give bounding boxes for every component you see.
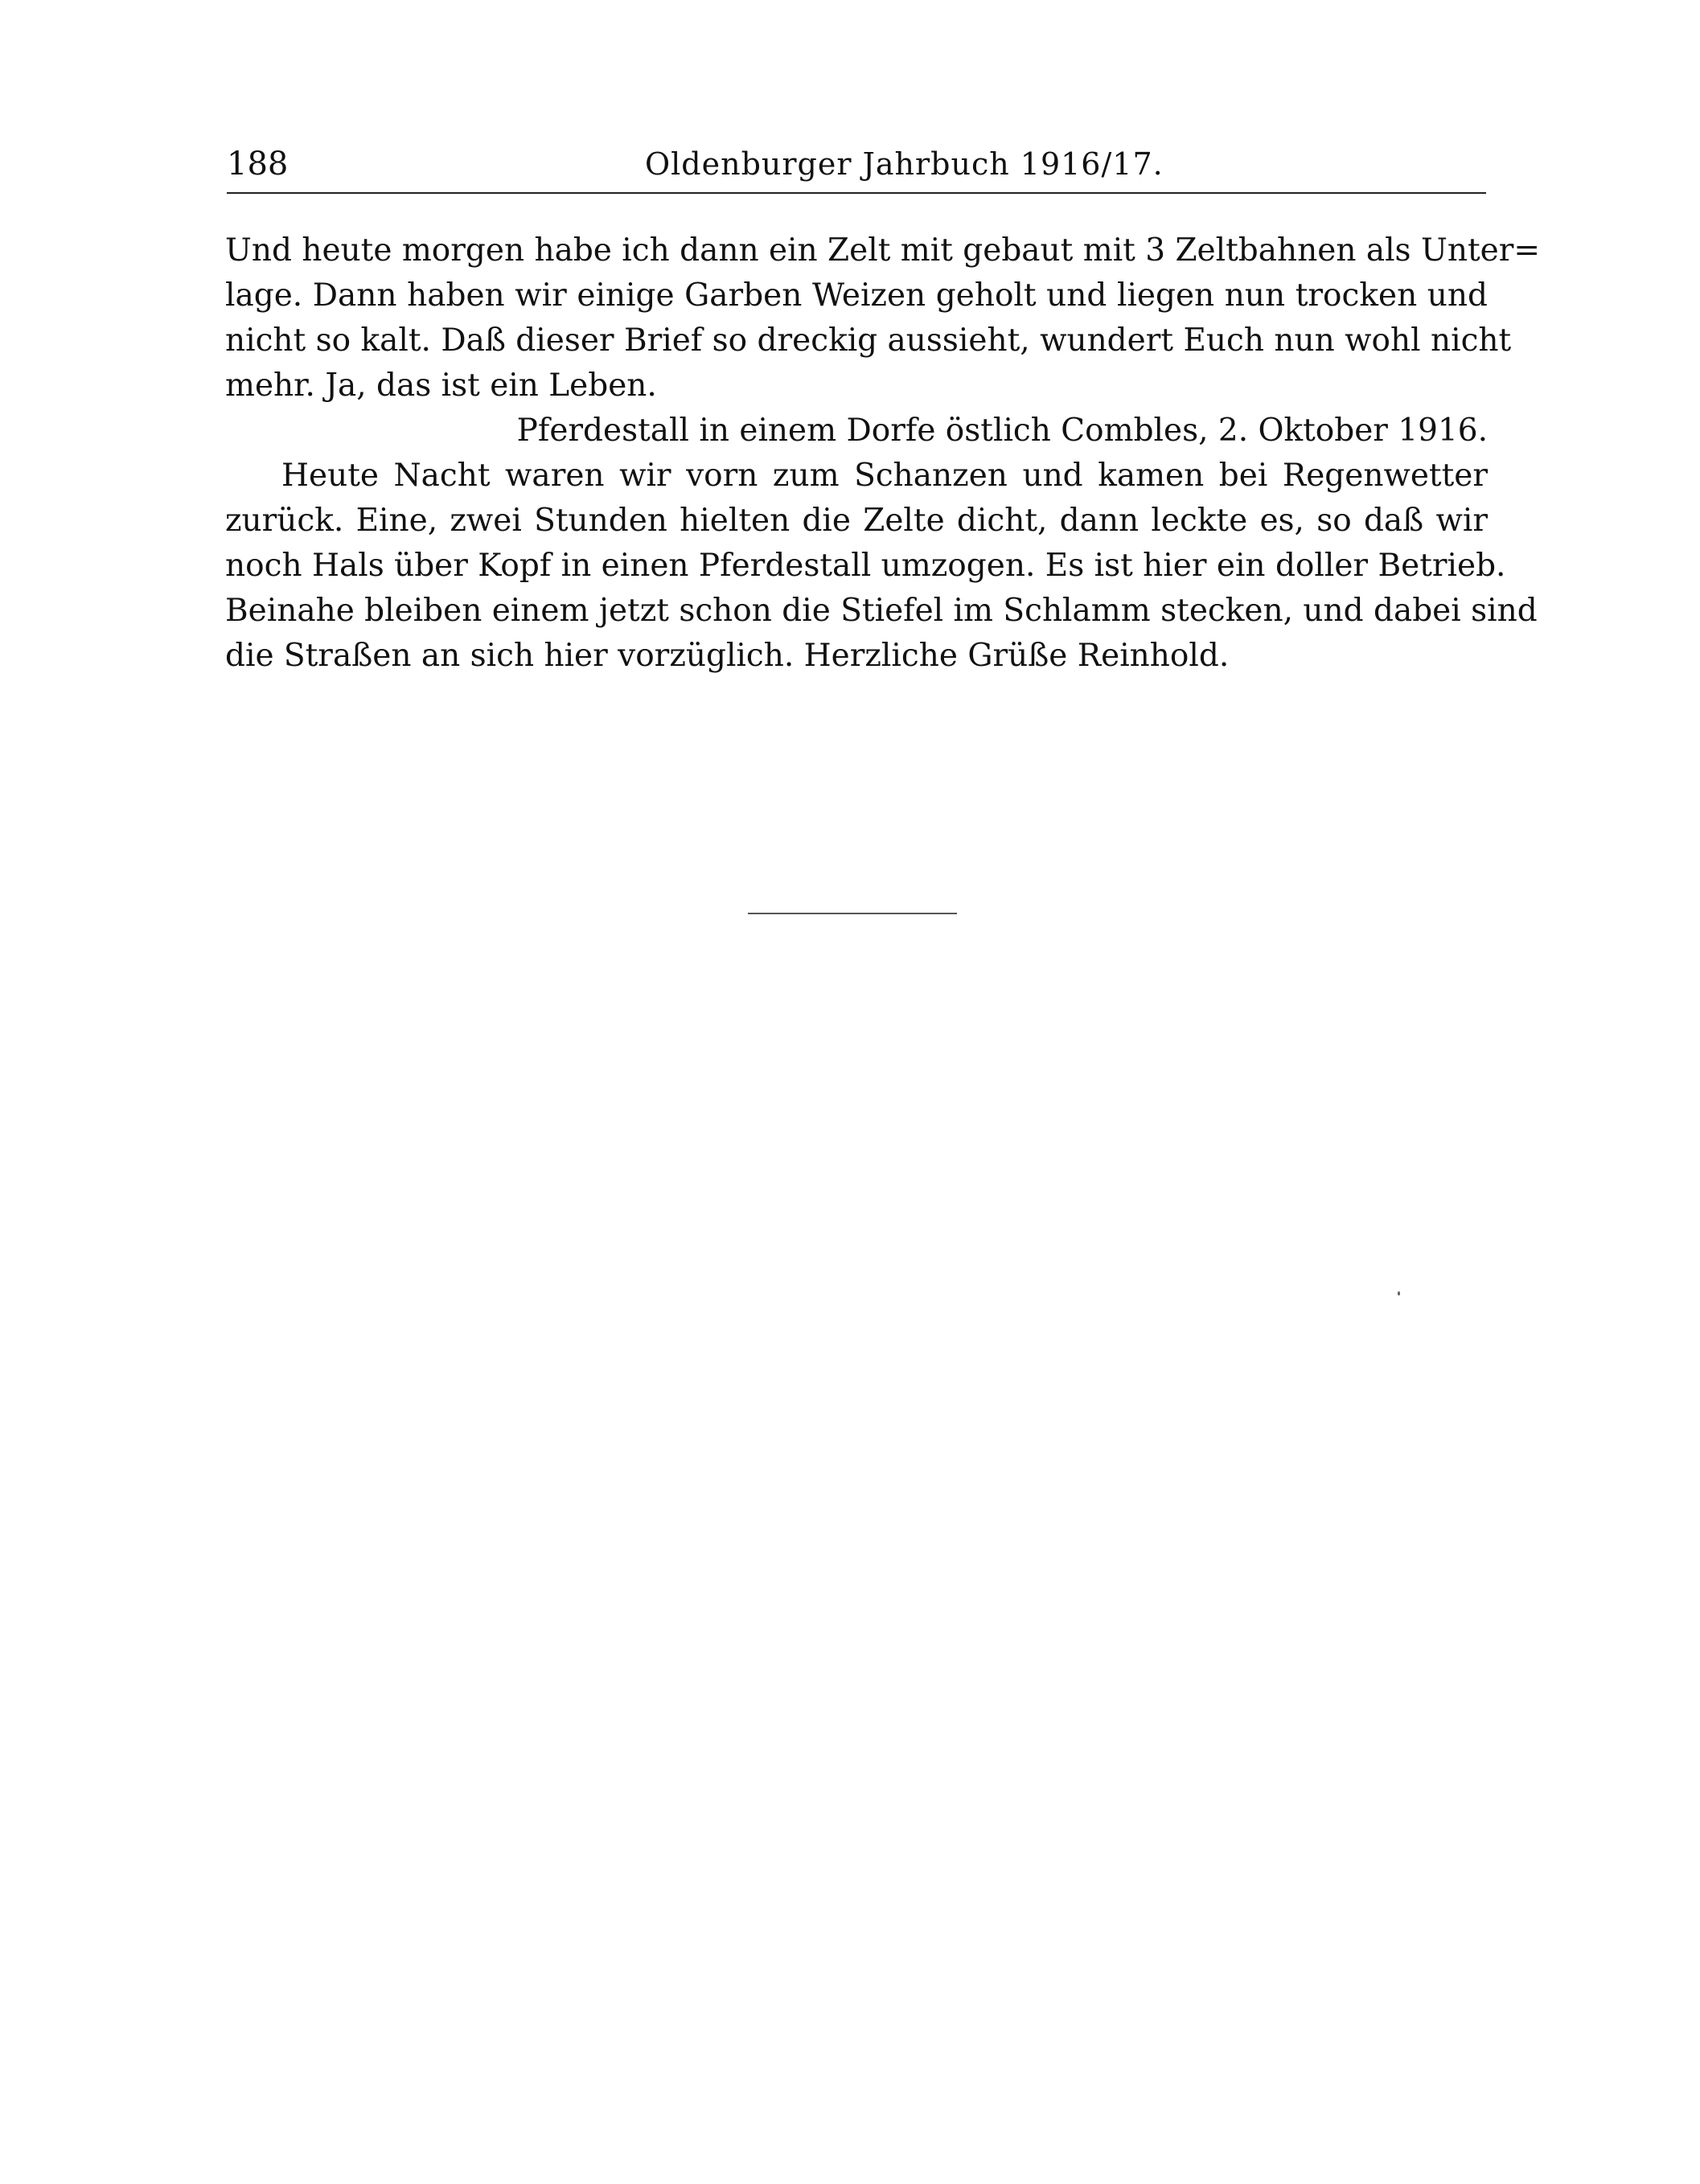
page-header [227, 143, 1486, 185]
text-line: nicht so kalt. Daß dieser Brief so dreckig aussieht, wundert Euch nun wohl nicht [225, 322, 1512, 359]
text-line: die Straßen an sich hier vorzüglich. Herzliche Grüße Reinhold. [225, 638, 1230, 674]
text-line: lage. Dann haben wir einige Garben Weizen geholt und liegen nun trocken und [225, 277, 1488, 314]
text-line: Und heute morgen habe ich dann ein Zelt mit gebaut mit 3 Zeltbahnen als Unter= [225, 232, 1541, 269]
running-title: Oldenburger Jahrbuch 1916/17. [645, 146, 1164, 182]
text-line: noch Hals über Kopf in einen Pferdestall umzogen. Es ist hier ein doller Betrieb. [225, 548, 1506, 584]
header-rule [227, 192, 1486, 194]
letter-text [225, 228, 1541, 679]
scan-speck [1398, 1291, 1400, 1295]
section-end-rule [748, 913, 957, 914]
page-number: 188 [227, 146, 289, 183]
text-line: mehr. Ja, das ist ein Leben. [225, 367, 657, 404]
text-line: zurück. Eine, zwei Stunden hielten die Zelte dicht, dann leckte es, so daß wir [225, 503, 1488, 539]
text-line: Beinahe bleiben einem jetzt schon die Stiefel im Schlamm stecken, und dabei sind [225, 593, 1538, 629]
dateline: Pferdestall in einem Dorfe östlich Combles, 2. Oktober 1916. [516, 413, 1488, 449]
text-line: Heute Nacht waren wir vorn zum Schanzen und kamen bei Regenwetter [281, 458, 1488, 494]
